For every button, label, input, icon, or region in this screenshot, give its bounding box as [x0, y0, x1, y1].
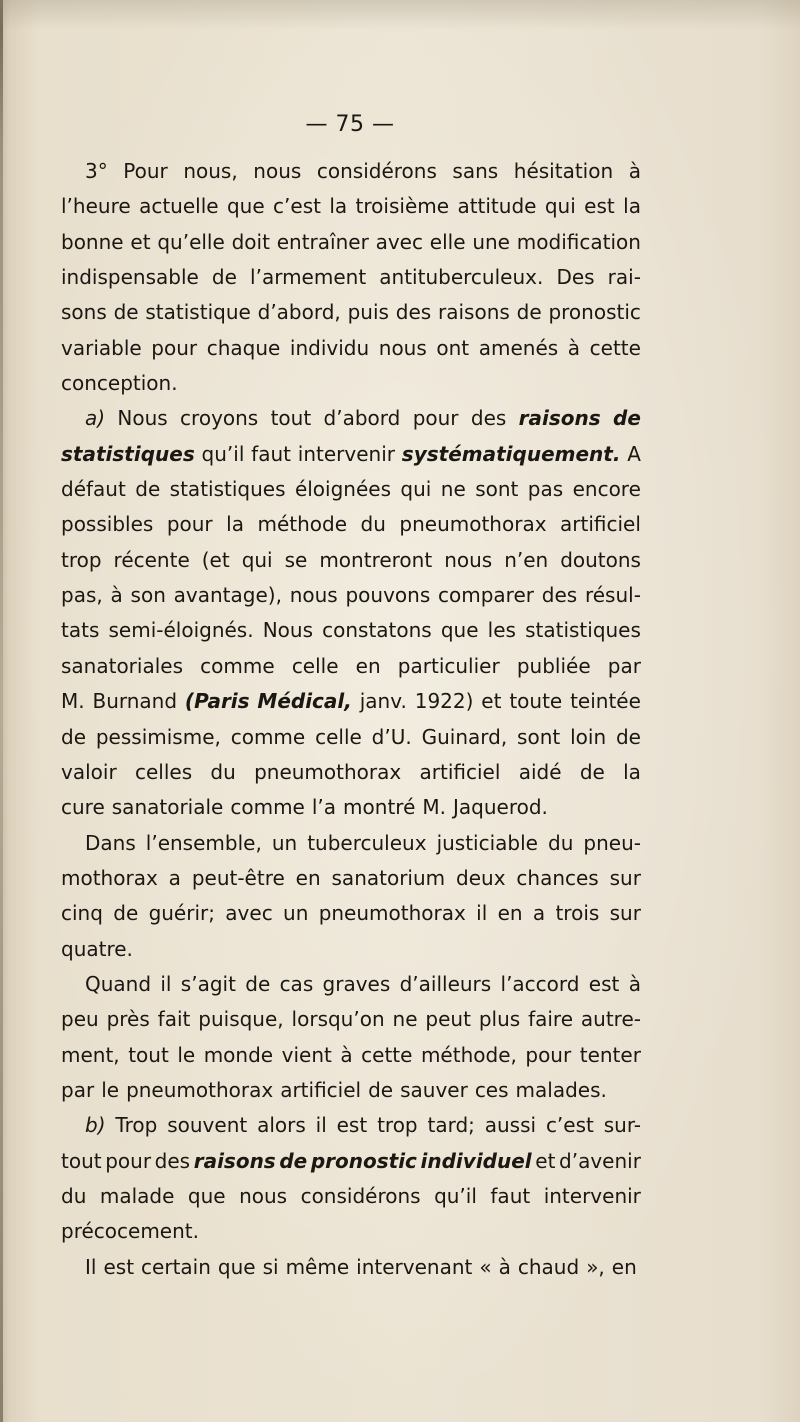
- word: résul-: [584, 583, 641, 608]
- text-line: [61, 1038, 641, 1073]
- word: artificiel: [419, 759, 501, 784]
- word: la: [623, 759, 641, 784]
- word: nous: [378, 335, 427, 360]
- text-line: [61, 720, 641, 755]
- word: certain: [141, 1254, 211, 1279]
- word: pronostic: [548, 300, 641, 325]
- word: l’a: [311, 795, 337, 820]
- word: doit: [231, 229, 270, 254]
- word: troisième: [355, 194, 450, 219]
- word: considérons: [316, 159, 437, 183]
- word: puisque,: [198, 1007, 284, 1032]
- word: ne: [440, 477, 466, 502]
- word: l’heure: [61, 194, 131, 219]
- word: Il: [85, 1254, 97, 1279]
- word: a: [532, 901, 546, 926]
- word: toute: [509, 689, 563, 714]
- word: celles: [134, 759, 193, 784]
- word: qui: [400, 477, 432, 502]
- word: celle: [291, 653, 339, 678]
- word: rai-: [607, 265, 641, 290]
- word: d’ailleurs: [399, 971, 492, 996]
- text-line: [61, 1250, 641, 1285]
- word: Médical,: [257, 689, 352, 714]
- text-line: [61, 507, 641, 542]
- word: faut: [490, 1183, 531, 1208]
- word: pour: [166, 512, 213, 537]
- word: nous: [253, 159, 302, 183]
- word: d’U.: [371, 724, 412, 749]
- paragraph: [61, 154, 641, 401]
- word: M.: [422, 795, 446, 820]
- word: Nous: [117, 406, 168, 431]
- text-line: [61, 649, 641, 684]
- word: systématiquement.: [401, 441, 621, 466]
- word: d’abord,: [257, 300, 341, 325]
- word: raisons: [193, 1148, 276, 1173]
- word: l’armement: [250, 265, 367, 290]
- word: intervenant: [356, 1254, 473, 1279]
- word: sanatorium: [331, 865, 446, 890]
- text-line: [61, 543, 641, 578]
- word: chaud: [517, 1254, 580, 1279]
- word: même: [285, 1254, 350, 1279]
- word: que: [217, 1254, 256, 1279]
- word: de: [615, 724, 641, 749]
- word: sur: [609, 901, 641, 926]
- word: ces: [474, 1077, 509, 1102]
- word: que: [187, 1183, 226, 1208]
- text-line: [61, 154, 641, 189]
- word: raisons: [438, 300, 510, 325]
- word: à: [567, 335, 581, 360]
- text-line: [61, 1214, 641, 1249]
- word: cinq: [61, 901, 103, 926]
- word: tard;: [427, 1113, 475, 1138]
- word: avec: [375, 229, 423, 254]
- word: les: [487, 618, 516, 643]
- word: est: [588, 971, 620, 996]
- word: tats: [61, 618, 100, 643]
- text-line: [61, 1073, 641, 1108]
- word: pouvons: [345, 583, 431, 608]
- text-line: [61, 684, 641, 719]
- word: de: [245, 971, 271, 996]
- word: des: [541, 583, 578, 608]
- word: pour: [105, 1148, 152, 1173]
- word: autre-: [580, 1007, 641, 1032]
- word: en: [295, 865, 321, 890]
- word: considérons: [300, 1183, 421, 1208]
- word: qui: [544, 194, 576, 219]
- word: des: [470, 406, 507, 431]
- word: entraîner: [276, 229, 369, 254]
- word: sur-: [603, 1113, 641, 1138]
- paragraph: [61, 826, 641, 967]
- word: nous: [289, 583, 338, 608]
- word: constatons: [322, 618, 432, 643]
- word: individu: [289, 335, 370, 360]
- word: hésitation: [513, 159, 614, 183]
- word: fait: [157, 1007, 191, 1032]
- word: Des: [556, 265, 595, 290]
- word: souvent: [167, 1113, 248, 1138]
- word: à: [340, 1042, 353, 1067]
- word: mothorax: [61, 865, 158, 890]
- word: est: [336, 1113, 368, 1138]
- word: l’ensemble,: [145, 830, 262, 855]
- word: du: [61, 1183, 87, 1208]
- word: comme: [230, 724, 306, 749]
- word: »,: [586, 1254, 605, 1279]
- word: défaut: [61, 477, 126, 502]
- word: cette: [361, 1042, 413, 1067]
- word: sont: [517, 724, 561, 749]
- word: son: [130, 583, 166, 608]
- word: sur: [609, 865, 641, 890]
- word: pneumothorax: [399, 512, 547, 537]
- page-binding-edge: [0, 0, 3, 1422]
- word: éloignées: [294, 477, 391, 502]
- word: tuberculeux: [307, 830, 427, 855]
- word: ont: [436, 335, 470, 360]
- word: de: [135, 477, 161, 502]
- word: 3°: [85, 159, 108, 183]
- word: une: [472, 229, 510, 254]
- word: si: [262, 1254, 279, 1279]
- word: «: [479, 1254, 492, 1279]
- word: ne: [392, 1007, 418, 1032]
- word: celle: [315, 724, 362, 749]
- word: tout: [270, 406, 312, 431]
- word: encore: [572, 477, 641, 502]
- word: modification: [516, 229, 641, 254]
- word: cure: [61, 795, 105, 820]
- word: est: [584, 194, 615, 219]
- word: récente: [113, 547, 190, 572]
- word: avantage),: [173, 583, 282, 608]
- word: chances: [516, 865, 599, 890]
- word: intervenir: [297, 441, 395, 466]
- word: semi-éloignés.: [108, 618, 254, 643]
- word: de: [368, 1077, 394, 1102]
- word: tout: [61, 1148, 102, 1173]
- word: en: [611, 1254, 637, 1279]
- word: tenter: [579, 1042, 641, 1067]
- word: par: [607, 653, 641, 678]
- word: peu: [61, 1007, 99, 1032]
- word: tout: [128, 1042, 169, 1067]
- word: Guinard,: [421, 724, 508, 749]
- word: méthode,: [420, 1042, 517, 1067]
- word: pneumothorax: [254, 759, 402, 784]
- word: qu’il: [201, 441, 245, 466]
- word: de: [579, 759, 605, 784]
- word: faire: [528, 1007, 574, 1032]
- word: des: [154, 1148, 191, 1173]
- word: (et: [201, 547, 230, 572]
- word: c’est: [273, 194, 321, 219]
- word: du: [360, 512, 386, 537]
- word: que: [226, 194, 265, 219]
- word: sans: [452, 159, 499, 183]
- word: de: [113, 300, 139, 325]
- word: à: [628, 971, 641, 996]
- word: il: [476, 901, 488, 926]
- text-line: [61, 896, 641, 931]
- word: artificiel: [280, 1077, 362, 1102]
- word: nous: [444, 547, 493, 572]
- word: ment,: [61, 1042, 120, 1067]
- word: janv.: [359, 689, 407, 714]
- word: doutons: [560, 547, 641, 572]
- word: puis: [347, 300, 389, 325]
- text-line: [61, 613, 641, 648]
- word: 1922): [414, 689, 474, 714]
- word: chaque: [206, 335, 281, 360]
- word: comparer: [438, 583, 534, 608]
- word: statistiques: [169, 477, 286, 502]
- word: et: [535, 1148, 556, 1173]
- word: possibles: [61, 512, 154, 537]
- word: statistiques: [525, 618, 641, 643]
- word: Pour: [123, 159, 168, 183]
- word: à: [628, 159, 641, 183]
- text-line: [61, 225, 641, 260]
- word: pessimisme,: [95, 724, 221, 749]
- word: de: [211, 265, 237, 290]
- text-line: [61, 401, 641, 436]
- word: s’agit: [180, 971, 236, 996]
- word: que: [440, 618, 479, 643]
- word: comme: [230, 795, 305, 820]
- word: la: [623, 194, 641, 219]
- word: pour: [151, 335, 198, 360]
- word: de: [279, 1148, 308, 1173]
- word: comme: [200, 653, 275, 678]
- word: en: [355, 653, 381, 678]
- word: il: [160, 971, 172, 996]
- text-line: [61, 295, 641, 330]
- word: publiée: [516, 653, 591, 678]
- word: peut: [425, 1007, 471, 1032]
- word: faut: [251, 441, 291, 466]
- body-text: [61, 154, 641, 1285]
- word: pneu-: [583, 830, 641, 855]
- word: du: [210, 759, 236, 784]
- word: le: [101, 1077, 120, 1102]
- word: quatre.: [61, 936, 133, 961]
- word: b): [85, 1113, 106, 1138]
- word: qui: [241, 547, 273, 572]
- text-line: [61, 932, 641, 967]
- word: la: [226, 512, 244, 537]
- word: statistique: [145, 300, 251, 325]
- word: guérir;: [148, 901, 215, 926]
- word: pas: [527, 477, 564, 502]
- word: un: [283, 901, 309, 926]
- word: bonne: [61, 229, 124, 254]
- word: cas: [279, 971, 314, 996]
- word: un: [271, 830, 298, 855]
- word: précocement.: [61, 1219, 199, 1244]
- paragraph: [61, 967, 641, 1108]
- word: en: [497, 901, 523, 926]
- word: valoir: [61, 759, 117, 784]
- word: se: [284, 547, 308, 572]
- word: d’abord: [323, 406, 401, 431]
- word: sont: [475, 477, 519, 502]
- word: malades.: [515, 1077, 607, 1102]
- word: et: [130, 229, 151, 254]
- word: A: [627, 441, 641, 466]
- word: aussi: [484, 1113, 537, 1138]
- word: Nous: [262, 618, 313, 643]
- word: attitude: [457, 194, 537, 219]
- word: pneumothorax: [318, 901, 466, 926]
- page-number: — 75 —: [305, 112, 395, 137]
- text-line: [61, 472, 641, 507]
- word: des: [395, 300, 432, 325]
- word: aidé: [518, 759, 562, 784]
- word: amenés: [478, 335, 559, 360]
- word: près: [106, 1007, 150, 1032]
- word: justiciable: [436, 830, 538, 855]
- text-line: [61, 578, 641, 613]
- word: et: [481, 689, 502, 714]
- text-line: [61, 366, 641, 401]
- word: qu’elle: [157, 229, 225, 254]
- word: Quand: [85, 971, 152, 996]
- word: la: [329, 194, 348, 219]
- word: indispensable: [61, 265, 199, 290]
- word: de: [113, 901, 139, 926]
- word: nous: [239, 1183, 288, 1208]
- word: a): [85, 406, 106, 431]
- word: Jaquerod.: [453, 795, 548, 820]
- word: graves: [322, 971, 391, 996]
- text-line: [61, 189, 641, 224]
- word: il: [315, 1113, 327, 1138]
- word: sanatoriales: [61, 653, 184, 678]
- page-top-shadow: [0, 0, 800, 30]
- word: Burnand: [92, 689, 178, 714]
- word: monde: [203, 1042, 274, 1067]
- word: sons: [61, 300, 107, 325]
- word: peut-être: [191, 865, 285, 890]
- word: est: [103, 1254, 135, 1279]
- paragraph: [61, 1250, 641, 1285]
- word: pour: [412, 406, 459, 431]
- paragraph: [61, 401, 641, 825]
- word: statistiques: [61, 441, 195, 466]
- word: actuelle: [139, 194, 219, 219]
- paragraph: [61, 1108, 641, 1249]
- text-line: [61, 1002, 641, 1037]
- word: de: [61, 724, 86, 749]
- word: elle: [429, 229, 466, 254]
- word: M.: [61, 689, 85, 714]
- word: sauver: [400, 1077, 468, 1102]
- word: cette: [589, 335, 641, 360]
- text-line: [61, 826, 641, 861]
- word: lorsqu’on: [291, 1007, 385, 1032]
- text-line: [61, 967, 641, 1002]
- text-line: [61, 437, 641, 472]
- word: trois: [555, 901, 600, 926]
- word: a: [168, 865, 181, 890]
- word: antituberculeux.: [379, 265, 544, 290]
- word: trop: [61, 547, 102, 572]
- word: méthode: [257, 512, 348, 537]
- word: sanatoriale: [111, 795, 224, 820]
- word: particulier: [397, 653, 500, 678]
- word: (Paris: [184, 689, 250, 714]
- word: loin: [570, 724, 607, 749]
- word: du: [548, 830, 574, 855]
- word: individuel: [420, 1148, 532, 1173]
- word: pneumothorax: [126, 1077, 274, 1102]
- word: c’est: [545, 1113, 594, 1138]
- word: pas,: [61, 583, 103, 608]
- word: Trop: [115, 1113, 158, 1138]
- word: pronostic: [310, 1148, 417, 1173]
- word: montreront: [319, 547, 433, 572]
- text-line: [61, 1144, 641, 1179]
- text-line: [61, 861, 641, 896]
- text-line: [61, 755, 641, 790]
- word: montré: [343, 795, 416, 820]
- text-line: [61, 260, 641, 295]
- word: raisons: [518, 406, 601, 431]
- text-line: [61, 790, 641, 825]
- word: variable: [61, 335, 142, 360]
- word: d’avenir: [559, 1148, 641, 1173]
- word: vient: [281, 1042, 332, 1067]
- word: alors: [257, 1113, 306, 1138]
- word: le: [177, 1042, 196, 1067]
- word: malade: [99, 1183, 175, 1208]
- word: plus: [478, 1007, 521, 1032]
- word: de: [516, 300, 542, 325]
- text-line: [61, 1179, 641, 1214]
- word: à: [110, 583, 123, 608]
- word: artificiel: [560, 512, 641, 537]
- word: Dans: [85, 830, 136, 855]
- word: trop: [377, 1113, 418, 1138]
- word: avec: [225, 901, 273, 926]
- text-line: [61, 331, 641, 366]
- word: à: [498, 1254, 511, 1279]
- word: teintée: [570, 689, 641, 714]
- word: nous,: [183, 159, 238, 183]
- word: intervenir: [543, 1183, 641, 1208]
- text-line: [61, 1108, 641, 1143]
- word: n’en: [504, 547, 549, 572]
- word: conception.: [61, 371, 178, 396]
- word: par: [61, 1077, 95, 1102]
- word: deux: [456, 865, 506, 890]
- word: l’accord: [500, 971, 580, 996]
- word: croyons: [180, 406, 259, 431]
- word: de: [613, 406, 641, 431]
- word: qu’il: [434, 1183, 477, 1208]
- word: pour: [525, 1042, 572, 1067]
